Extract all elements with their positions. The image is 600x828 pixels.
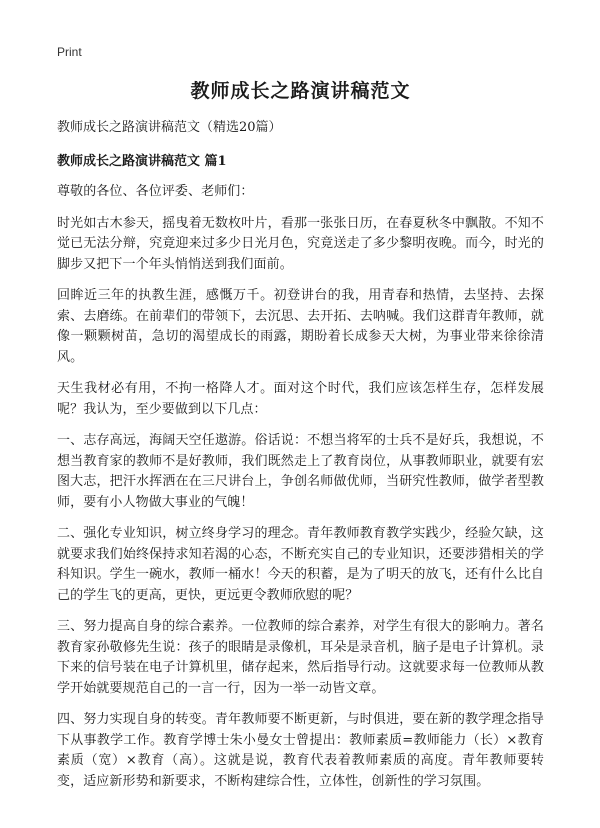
section-heading: 教师成长之路演讲稿范文 篇1 [57, 154, 227, 169]
paragraph-point-4: 四、努力实现自身的转变。青年教师要不断更新，与时俱进，要在新的教学理念指导下从事教学工作。教育学博士朱小曼女士曾提出：教师素质=教师能力（长）×教育素质（宽）×教育（高）。这就是说，教育代表着教师素质的高度。青年教师要转变，适应新形势和新要求，不断构建综合性，立体性，创新性的学习氛围。 [57, 712, 544, 789]
paragraph-point-3: 三、努力提高自身的综合素养。一位教师的综合素养，对学生有很大的影响力。著名教育家孙敬修先生说：孩子的眼睛是录像机，耳朵是录音机，脑子是电子计算机。录下来的信号装在电子计算机里，储存起来，然后指导行动。这就要求每一位教师从教学开始就要规范自己的一言一行，因为一举一动皆文章。 [57, 619, 544, 696]
document-subtitle: 教师成长之路演讲稿范文（精选20篇） [57, 120, 282, 135]
print-link[interactable]: Print [57, 45, 82, 59]
paragraph: 天生我材必有用，不拘一格降人才。面对这个时代，我们应该怎样生存，怎样发展呢？我认为，至少要做到以下几点： [57, 381, 544, 417]
paragraph-point-1: 一、志存高远，海阔天空任遨游。俗话说：不想当将军的士兵不是好兵，我想说，不想当教育家的教师不是好教师，我们既然走上了教育岗位，从事教师职业，就要有宏图大志，把汗水挥洒在在三尺讲台上，争创名师做优师，当研究性教师，做学者型教师，要有小人物做大事业的气魄！ [57, 433, 544, 510]
paragraph-greeting: 尊敬的各位、各位评委、老师们： [57, 184, 254, 199]
document-title: 教师成长之路演讲稿范文 [190, 80, 411, 102]
paragraph: 回眸近三年的执教生涯，感慨万千。初登讲台的我，用青春和热情，去坚持、去探索、去磨练。在前辈们的带领下，去沉思、去开拓、去呐喊。我们这群青年教师，就像一颗颗树苗，急切的渴望成长的雨露，期盼着长成参天大树，为事业带来徐徐清风。 [57, 288, 544, 365]
paragraph: 时光如古木参天，摇曳着无数枚叶片，看那一张张日历，在春夏秋冬中飘散。不知不觉已无法分辩，究竟迎来过多少日光月色，究竟送走了多少黎明夜晚。而今，时光的脚步又把下一个年头悄悄送到我们面前。 [57, 215, 544, 272]
paragraph-point-2: 二、强化专业知识，树立终身学习的理念。青年教师教育教学实践少，经验欠缺，这就要求我们始终保持求知若渴的心态，不断充实自己的专业知识，还要涉猎相关的学科知识。学生一碗水，教师一桶水！今天的积蓄，是为了明天的放飞，还有什么比自己的学生飞的更高，更快，更远更令教师欣慰的呢？ [57, 526, 544, 603]
